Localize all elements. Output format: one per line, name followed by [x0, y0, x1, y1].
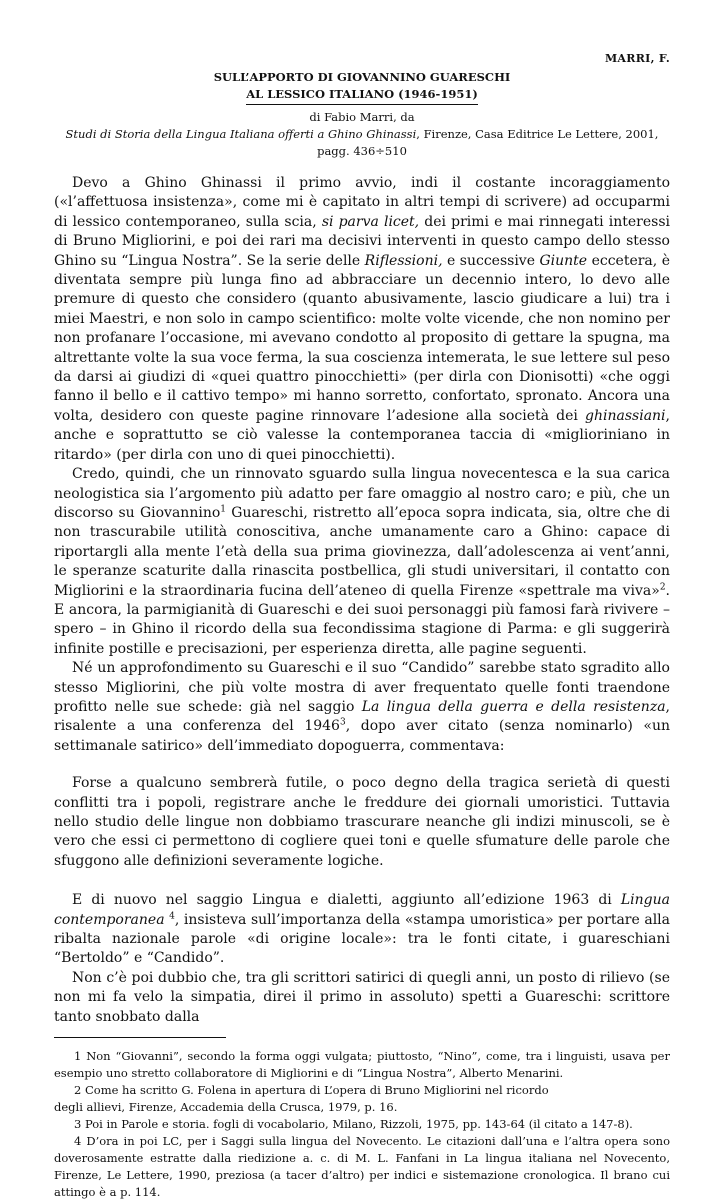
text-run: , dopo aver citato (senza nominarlo) «un settimanale satirico» dell’immediato dopoguerra, commentava: [54, 718, 670, 754]
footnote-2b: degli allievi, Firenze, Accademia della Crusca, 1979, p. 16. [54, 1100, 398, 1115]
italic-run: Giunte [539, 252, 588, 269]
document-page [54, 52, 670, 1201]
italic-run: Riflessioni, [364, 252, 443, 269]
italic-run: si parva licet, [321, 213, 420, 230]
footnote-ref-2[interactable]: 2 [659, 581, 666, 592]
article-title [54, 69, 670, 105]
title-line-1: SULL’APPORTO DI GIOVANNINO GUARESCHI [213, 70, 511, 84]
paragraph-4 [54, 891, 670, 969]
footnote-divider [54, 1037, 226, 1038]
title-line-2: AL LESSICO ITALIANO (1946-1951) [246, 86, 478, 105]
paragraph-2 [54, 465, 670, 659]
source-citation [54, 126, 670, 160]
footnote-2a: 2 Come ha scritto G. Folena in apertura di L’opera di Bruno Migliorini nel ricordo [74, 1083, 549, 1098]
text-run: E di nuovo nel saggio Lingua e dialetti, aggiunto all’edizione 1963 di [72, 892, 621, 909]
article-body [54, 174, 670, 1027]
text-run: eccetera, è diventata sempre più lunga fino ad abbracciare un decennio intero, lo devo alle premure di questo che considero (quanto abusivamente, lascio giudicare a lui) tra i miei Maestri, e non solo in campo scientifico: molte volte vicende, che non nomino per non profanare l’occasione, mi avevano condotto al proposito di gettare la spugna, ma altrettante volte la sua voce ferma, la sua coscienza intemerata, le sue lettere sul peso da darsi ai giudizi di «quei quattro pinocchietti» (per dirla con Dionisotti) «che oggi fanno il bello e il cattivo tempo» mi hanno sorretto, confortato, spronato. Ancora una volta, desidero con queste pagine rinnovare l’adesione alla società dei [54, 252, 670, 424]
footnote-ref-3[interactable]: 3 [339, 717, 346, 728]
text-run: Devo a Ghino Ghinassi il primo avvio, indi il costante incoraggiamento («l’affettuosa insistenza», come mi è capitato in altri tempi di scrivere) ad occuparmi di lessico contemporaneo, sulla scia, [54, 175, 670, 230]
text-run: . E ancora, la parmigianità di Guareschi e dei suoi personaggi più famosi farà rivivere – spero – in Ghino il ricordo della sua fecondissima stagione di Parma: e gli suggerirà infinite postille e precisazioni, per esperienza diretta, alle pagine seguenti. [54, 582, 670, 657]
text-run: Né un approfondimento su Guareschi e il suo “Candido” sarebbe stato sgradito allo stesso Migliorini, che più volte mostra di aver frequentato quelle fonti traendone profitto nelle sue schede: già nel saggio [54, 660, 670, 715]
paragraph-5: Non c’è poi dubbio che, tra gli scrittori satirici di quegli anni, un posto di rilievo (se non mi fa velo la simpatia, direi il primo in assoluto) spetti a Guareschi: scrittore tanto snobbato dalla [54, 969, 670, 1025]
author-tag: MARRI, F. [604, 52, 670, 65]
italic-run: Lingua contemporanea [54, 892, 670, 928]
paragraph-3 [54, 659, 670, 756]
footnote-4: 4 D’ora in poi LC, per i Saggi sulla lingua del Novecento. Le citazioni dall’una e l’altra opera sono doverosamente estratte dalla riedizione a. c. di M. L. Fanfani in La lingua italiana nel Novecento, Firenze, Le Lettere, 1990, preziosa (a tacer d’altro) per indici e sistemazione cronologica. Il brano cui attingo è a p. 114. [54, 1134, 670, 1200]
source-publisher: , Firenze, Casa Editrice Le Lettere, 2001, pagg. 436÷510 [317, 127, 659, 158]
block-quote: Forse a qualcuno sembrerà futile, o poco degno della tragica serietà di questi conflitti tra i popoli, registrare anche le freddure dei giornali umoristici. Tuttavia nello studio delle lingue non dobbiamo trascurare neanche gli indizi minuscoli, se è vero che essi ci permettono di cogliere quei toni e quelle sfumature delle parole che sfuggono alle definizioni severamente logiche. [54, 775, 670, 869]
text-run: Credo, quindi, che un rinnovato sguardo sulla lingua novecentesca e la sua carica neologistica sia l’argomento più adatto per fare omaggio al nostro caro; e più, che un discorso su Giovannino [54, 466, 670, 521]
text-run: e successive [442, 252, 540, 269]
italic-run: ghinassiani [585, 407, 666, 424]
footnote-3: 3 Poi in Parole e storia. fogli di vocabolario, Milano, Rizzoli, 1975, pp. 143-64 (il citato a 147-8). [74, 1117, 633, 1132]
text-run: , insisteva sull’importanza della «stampa umoristica» per portare alla ribalta nazionale parole «di origine locale»: tra le fonti citate, i guareschiani “Bertoldo” e “Candido”. [54, 911, 670, 967]
text-run: , risalente a una conferenza del 1946 [54, 698, 670, 735]
footnotes [54, 1048, 670, 1201]
text-run: Guareschi, ristretto all’epoca sopra indicata, sia, oltre che di non trascurabile utilità conoscitiva, anche umanamente caro a Ghino: capace di riportargli alla mente l’età della sua prima giovinezza, dall’adolescenza ai vent’anni, le speranze scaturite dalla rinascita postbellica, gli studi universitari, il contatto con Migliorini e la straordinaria fucina dell’ateneo di quella Firenze «spettrale ma viva» [54, 504, 670, 599]
footnote-ref-4[interactable]: 4 [169, 910, 175, 921]
italic-run: La lingua della guerra e della resistenza [361, 698, 666, 715]
footnote-1: 1 Non “Giovanni”, secondo la forma oggi vulgata; piuttosto, “Nino”, come, tra i linguisti, usava per esempio uno stretto collaboratore di Migliorini e di “Lingua Nostra”, Alberto Menarini. [54, 1049, 670, 1081]
byline: di Fabio Marri, da [309, 110, 415, 124]
footnote-ref-1[interactable]: 1 [220, 504, 226, 515]
source-book-title: Studi di Storia della Lingua Italiana offerti a Ghino Ghinassi [65, 127, 417, 141]
paragraph-1 [54, 174, 670, 465]
text-run: , anche e soprattutto se ciò valesse la contemporanea taccia di «migliorinianо in ritardo» (per dirla con uno di quei pinocchietti). [54, 407, 670, 463]
text-run: dei primi e mai rinnegati interessi di Bruno Migliorini, e poi dei rari ma decisivi interventi in questo campo dello stesso Ghino su “Lingua Nostra”. Se la serie delle [54, 213, 670, 269]
